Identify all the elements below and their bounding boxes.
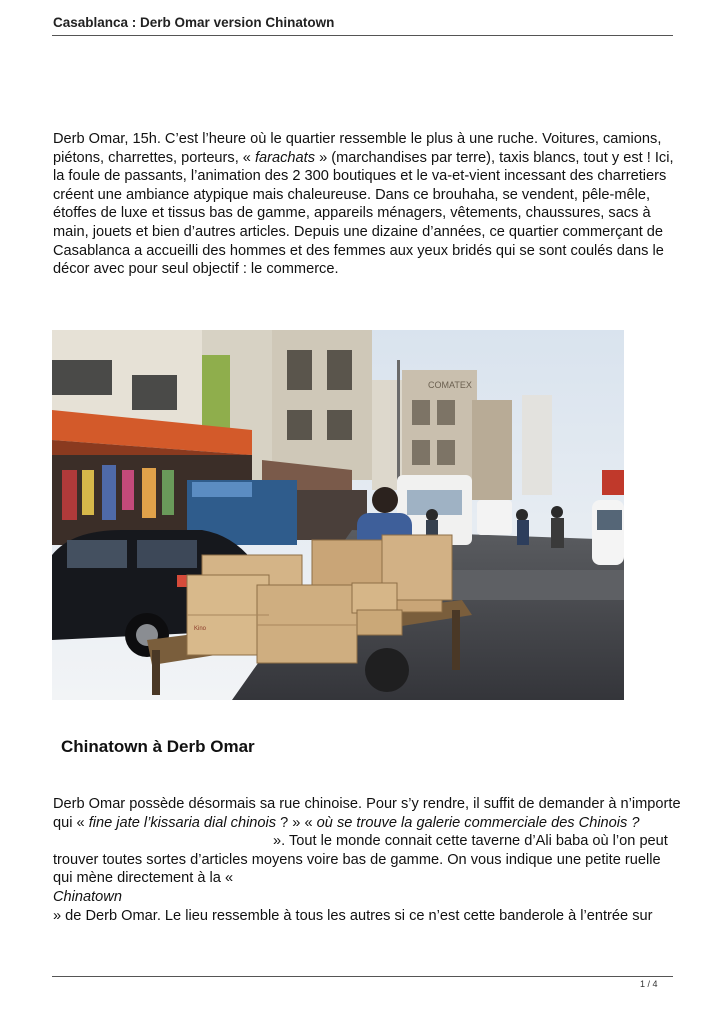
- comatex-sign: COMATEX: [428, 380, 472, 390]
- body-text-2: ? » «: [276, 814, 317, 831]
- derb-omar-street-image: [52, 330, 624, 700]
- intro-text-2: » (marchandises par terre), taxis blancs, tout y est ! Ici, la foule de passants, l’animation des 2 300 boutiques et le va-et-vient incessant des charretiers créent une ambiance atypique mais chaleureuse. Dans ce brouhaha, se vendent, pêle-mêle, étoffes de luxe et tissus bas de gamme, appareils ménagers, vêtements, chaussures, sacs à main, jouets et bien d’autres articles. Depuis une dizaine d’années, ce quartier commerçant de Casablanca a accueilli des hommes et des femmes aux yeux bridés qui se sont coulés dans le décor avec pour seul objectif : le commerce.: [53, 149, 674, 278]
- header-rule: [52, 35, 673, 36]
- section-heading: Chinatown à Derb Omar: [61, 737, 255, 756]
- body-italic-2: où se trouve la galerie commerciale des Chinois ?: [316, 814, 640, 831]
- page-number: 1 / 4: [640, 979, 658, 989]
- body-paragraph: [53, 795, 683, 925]
- body-italic-3: Chinatown: [53, 888, 122, 905]
- box-label: Kino: [194, 626, 207, 632]
- body-italic-1: fine jate l’kissaria dial chinois: [88, 814, 277, 831]
- body-text-4: » de Derb Omar. Le lieu ressemble à tous les autres si ce n’est cette banderole à l’entrée sur: [53, 907, 653, 924]
- document-title: Casablanca : Derb Omar version Chinatown: [53, 15, 335, 30]
- intro-paragraph: [53, 130, 683, 279]
- body-text-3: ». Tout le monde connait cette taverne d’Ali baba où l’on peut trouver toutes sortes d’articles moyens voire bas de gamme. On vous indique une petite ruelle qui mène directement à la «: [53, 833, 668, 887]
- intro-text-1: Derb Omar, 15h. C’est l’heure où le quartier ressemble le plus à une ruche. Voitures, camions, piétons, charrettes, porteurs, «: [53, 131, 662, 166]
- body-text-1: Derb Omar possède désormais sa rue chinoise. Pour s’y rendre, il suffit de demander à n’importe qui «: [53, 796, 681, 831]
- intro-italic: farachats: [254, 149, 316, 166]
- footer-rule: [52, 976, 673, 977]
- street-photo: [52, 330, 624, 700]
